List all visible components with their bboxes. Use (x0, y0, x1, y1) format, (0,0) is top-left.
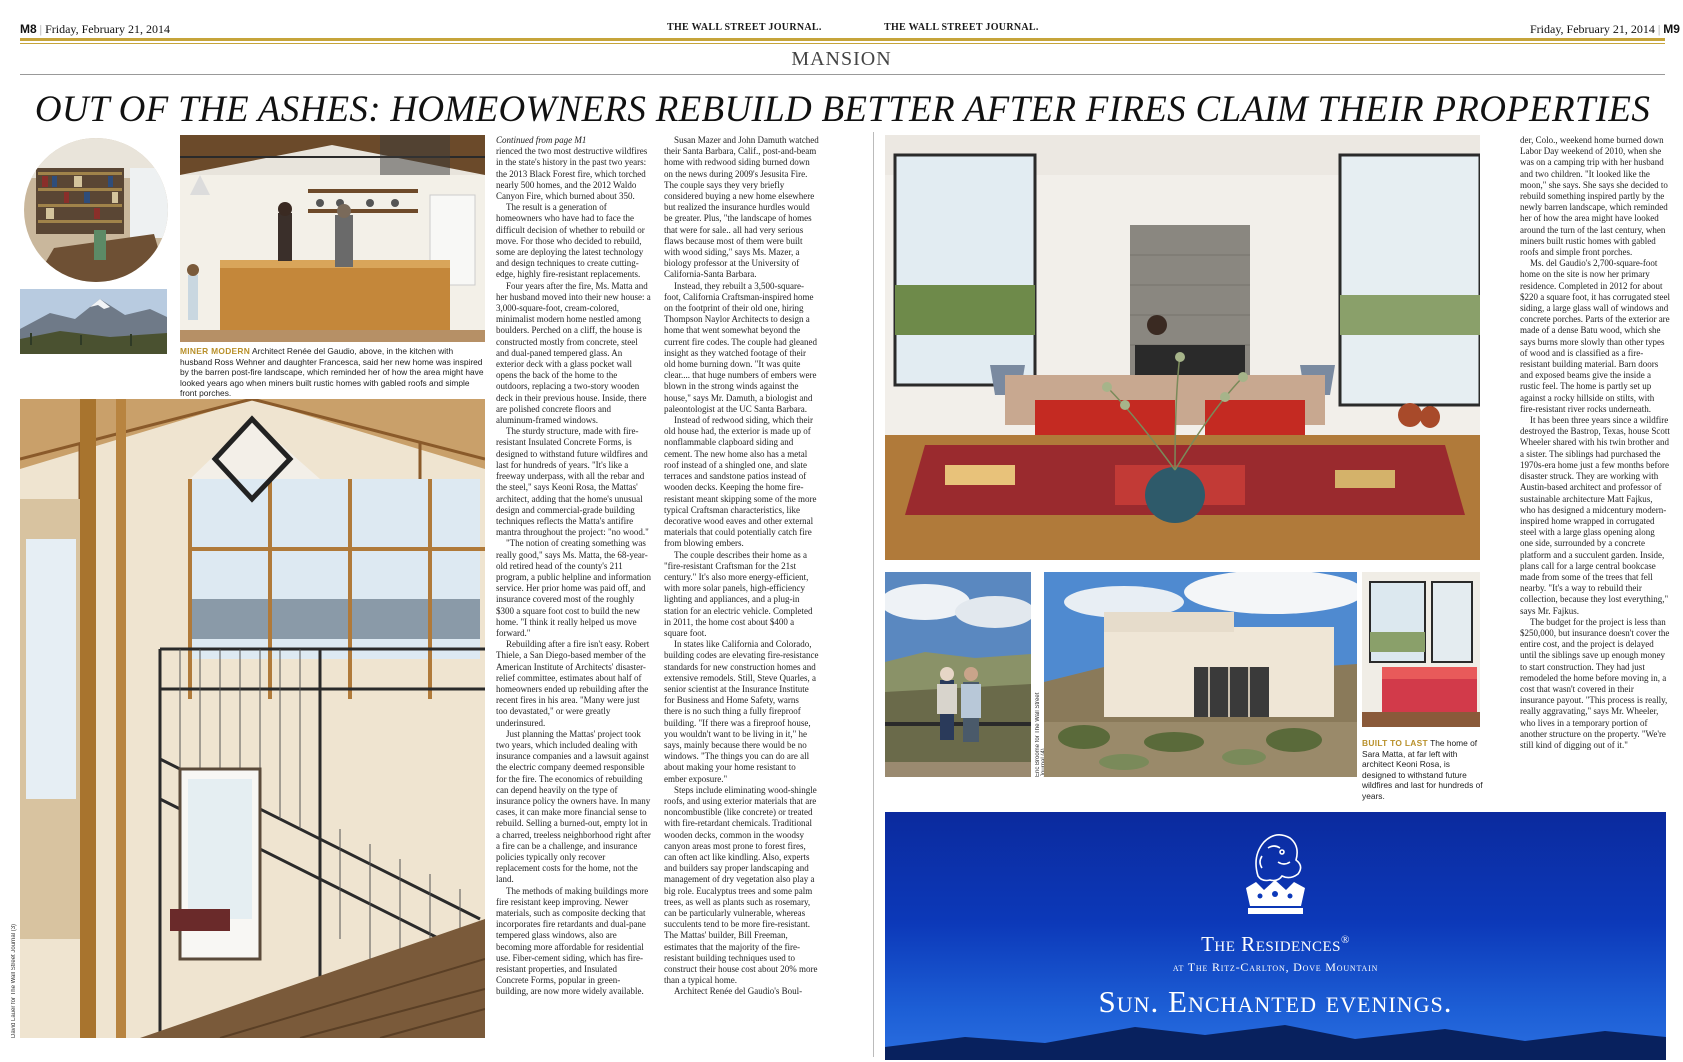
paragraph: The sturdy structure, made with fire-resistant Insulated Concrete Forms, is designed to withstand future wildfires and last for hundreds of years. "It's like a freeway underpass, with all the rebar and the steel," says Keoni Rosa, the Mattas' architect, adding that the home's unusual design and commercial-grade building techniques reflects the Matta's antifire mantra throughout the project: "no wood." (496, 426, 649, 538)
left-folio: M8 | Friday, February 21, 2014 (20, 22, 170, 36)
caption-text-miner: Architect Renée del Gaudio, above, in the kitchen with husband Ross Wehner and daughter Francesca, said her new home was inspired by the barren post-fire landscape, which reminded her of how the area might have looked years ago when miners built rustic homes with gabled roofs and simple front porches. (180, 346, 484, 398)
article-column-2 (664, 135, 819, 1038)
paragraph: Just planning the Mattas' project took two years, which included dealing with insurance companies and a lawsuit against the electric company deemed responsible for the fire. The economics of rebuilding can depend heavily on the type of insurance policy the owners have. In many cases, it can make more financial sense to rebuild. Selling a burned-out, empty lot in a charred, treeless neighborhood right after a fire can be a challenge, and insurance policies typically only recover replacement costs for the home, not the land. (496, 728, 651, 885)
section-label: MANSION (791, 48, 892, 70)
paragraph: Susan Mazer and John Damuth watched their Santa Barbara, Calif., post-and-beam home with redwood siding burned down on the news during 2009's Jesusita Fire. The couple says they very briefly considered buying a new home elsewhere but realized the insurance hurdles would be greater. Plus, "the landscape of homes that were for sale.. all had very serious flaws because most of them were built with wood siding," says Ms. Mazer, a biology professor at the University of California-Santa Barbara. (664, 135, 819, 280)
residences-advertisement[interactable] (885, 812, 1666, 1060)
top-rule-thin (20, 43, 1665, 44)
caption-lead-miner: MINER MODERN (180, 346, 251, 356)
article-column-1 (496, 135, 651, 1038)
right-date: Friday, February 21, 2014 (1530, 22, 1655, 36)
page-gutter (873, 132, 874, 1057)
caption-miner-modern (180, 346, 485, 399)
continued-from: Continued from page M1 (496, 135, 587, 145)
left-page-number: M8 (20, 22, 37, 36)
paragraph: In states like California and Colorado, building codes are elevating fire-resistance standards for new construction homes and extensive remodels. Still, Steve Quarles, a senior scientist at the Insurance Institute for Business and Home Safety, warns there is no such thing a fully fireproof building. "If there was a fireproof house, you wouldn't want to be living in it," he says, mainly because there would be no windows. "The things you can do are all about making your home resistant to ember exposure." (664, 639, 819, 784)
right-page-number: M9 (1663, 22, 1680, 36)
ad-tagline: Sun. Enchanted evenings. (1098, 984, 1453, 1019)
paragraph: The budget for the project is less than $250,000, but insurance doesn't cover the entire cost, and the project is delayed until the siblings save up enough money to start construction. They had just remodeled the home before moving in, a cost that wasn't covered in their insurance payout. "This process is really, really aggravating," says Mr. Wheeler, who lives in a temporary portion of another structure on the property. "We're still kind of digging out of it." (1520, 616, 1670, 750)
paragraph: It has been three years since a wildfire destroyed the Bastrop, Texas, house Scott Wheeler shared with his twin brother and a sister. The siblings had purchased the 1970s-era home just a few months before disaster struck. They are working with Austin-based architect and professor of sustainable architecture Matt Fajkus, who has designed a midcentury modern-inspired home wrapped in corrugated steel with a large glass opening along one side, surrounded by a concrete platform and a succulent garden. Inside, plans call for a large central bookcase made from some of the trees that fell nearby. "It's a way to rebuild their collection, because they lost everything," says Mr. Fajkus. (1520, 415, 1670, 616)
ad-brand (885, 932, 1666, 957)
paragraph: The couple describes their home as a "fire-resistant Craftsman for the 21st century." It's also more energy-efficient, with more solar panels, high-efficiency lighting and appliances, and a plug-in station for an electric vehicle. Completed in 2011, the home cost about $400 a square foot. (664, 549, 813, 638)
ad-brand-registered: ® (1341, 934, 1350, 946)
paragraph: The methods of making buildings more fire resistant keep improving. Newer materials, such as composite decking that incorporates fire retardants and dual-pane tempered glass windows, also are becoming more affordable for residential use. Fiber-cement siding, which has fire-resistant properties, and Insulated Concrete Forms, popular in green-building, are now more widely available. (496, 885, 649, 997)
paragraph: "The notion of creating something was really good," says Ms. Matta, the 68-year-old retired head of the county's 211 program, a public helpline and information service. Her prior home was paid off, and insurance covered most of the roughly $300 a square foot cost to build the new home. "I think it really helped us move forward." (496, 538, 651, 638)
masthead-left: THE WALL STREET JOURNAL. (667, 22, 822, 33)
ad-brand-line2: at The Ritz-Carlton, Dove Mountain (1172, 960, 1379, 974)
top-rule (20, 38, 1665, 41)
paragraph: Four years after the fire, Ms. Matta and her husband moved into their new house: a 3,000-square-foot, cream-colored, minimalist modern home nestled among boulders. Perched on a cliff, the house is constructed mostly from concrete, steel and dual-paned tempered glass. An exterior deck with a glass pocket wall opens the back of the home to the outdoors, replacing a two-story wooden deck in their previous house. Inside, there are polished concrete floors and aluminum-framed windows. (496, 280, 651, 426)
caption-text-built: The home of Sara Matta, at far left with architect Keoni Rosa, is designed to withstand future wildfires and last for hundreds of years. (1362, 738, 1483, 801)
section-rule (20, 74, 1665, 75)
photo-credit-left: David Lauer for The Wall Street Journal (3) (11, 923, 17, 1038)
paragraph: Rebuilding after a fire isn't easy. Robert Thiele, a San Diego-based member of the American Institute of Architects' disaster-relief committee, estimates about half of homeowners ended up rebuilding after the recent fires in his area. "Many were just too devastated," or were greatly underinsured. (496, 639, 650, 728)
bedroom-photo (1362, 572, 1480, 727)
left-date: Friday, February 21, 2014 (45, 22, 170, 36)
paragraph: Instead, they rebuilt a 3,500-square-foot, California Craftsman-inspired home on the footprint of their old one, hiring Thompson Naylor Architects to design a home that went somewhat beyond the current fire codes. The couple had gleaned insight as they watched footage of their old home burning down. "It was quite clear.... that huge numbers of embers were blown in the strong winds against the house," says Mr. Damuth, a biologist and paleontologist at the UC Santa Barbara. (664, 280, 818, 414)
lion-crown-logo-icon (1238, 826, 1313, 921)
staircase-photo (20, 399, 485, 1038)
mountain-photo (20, 289, 167, 354)
masthead-right: THE WALL STREET JOURNAL. (884, 22, 1039, 33)
exterior-photo (1044, 572, 1357, 777)
caption-built-to-last (1362, 738, 1484, 801)
right-folio: Friday, February 21, 2014 | M9 (1530, 22, 1680, 36)
ad-brand-line1: The Residences (1201, 932, 1342, 956)
couple-photo (885, 572, 1031, 777)
photo-credit-right: Eric Broome for The Wall Street (1035, 692, 1041, 777)
paragraph: rienced the two most destructive wildfires in the state's history in the past two years: the 2013 Black Forest fire, which torched nearly 500 homes, and the 2012 Waldo Canyon Fire, which burned about 350. (496, 146, 648, 202)
paragraph: Architect Renée del Gaudio's Boul- (674, 986, 803, 997)
ad-mountain-silhouette (885, 1017, 1666, 1060)
paragraph: Ms. del Gaudio's 2,700-square-foot home on the site is now her primary residence. Completed in 2012 for about $220 a square foot, it has corrugated steel siding, a large glass wall of windows and concrete porches. Parts of the exterior are made of a dense Batu wood, which she says burns more slowly than other types of wood and is classified as a fire-resistant building material. Barn doors and exposed beams give the inside a rustic feel. The home is partly set up against a rocky hillside on stilts, with fire-resistant river rocks underneath. (1520, 258, 1670, 414)
caption-lead-built: BUILT TO LAST (1362, 738, 1428, 748)
kitchen-photo (180, 135, 485, 342)
paragraph: Steps include eliminating wood-shingle roofs, and using exterior materials that are noncombustible (like concrete) or treated with fire-retardant chemicals. Traditional wooden decks, common in the woodsy canyon areas most prone to forest fires, can often act like kindling. Also, experts and builders say proper landscaping and management of dry vegetation also play a big role. Eucalyptus trees and some palm trees, as well as plants such as rosemary, can be particularly vulnerable, whereas succulents tend to be more fire-resistant. The Mattas' builder, Bill Freeman, estimates that the majority of the fire-resistant building techniques used to construct their house cost about 20% more than a typical home. (664, 784, 818, 986)
article-column-3 (1520, 135, 1670, 785)
paragraph: The result is a generation of homeowners who have had to face the difficult decision of whether to rebuild or move. For those who decided to rebuild, some are deploying the latest technology and design techniques to create cutting-edge, highly fire-resistant replacements. (496, 202, 645, 280)
living-room-photo (885, 135, 1480, 560)
paragraph: Instead of redwood siding, which their old house had, the exterior is made up of nonflammable clapboard siding and cement. The new home also has a metal roof instead of a shingled one, and slate terraces and sandstone patios instead of wooden decks. Keeping the home fire-resistant meant skipping some of the more typical Craftsman characteristics, like decorative wood eaves and other external materials that could potentially catch fire from blowing embers. (664, 415, 817, 549)
headline: OUT OF THE ASHES: HOMEOWNERS REBUILD BETTER AFTER FIRES CLAIM THEIR PROPERTIES (34, 89, 1651, 130)
paragraph: der, Colo., weekend home burned down Labor Day weekend of 2010, when she was on a camping trip with her husband and two children. "It looked like the moon," she says. She says she decided to rebuild something inspired partly by the newly barren landscape, which reminded her of how the area might have looked around the turn of the last century, when miners built rustic homes with gabled roofs and simple front porches. (1520, 135, 1668, 258)
library-photo (24, 138, 168, 282)
